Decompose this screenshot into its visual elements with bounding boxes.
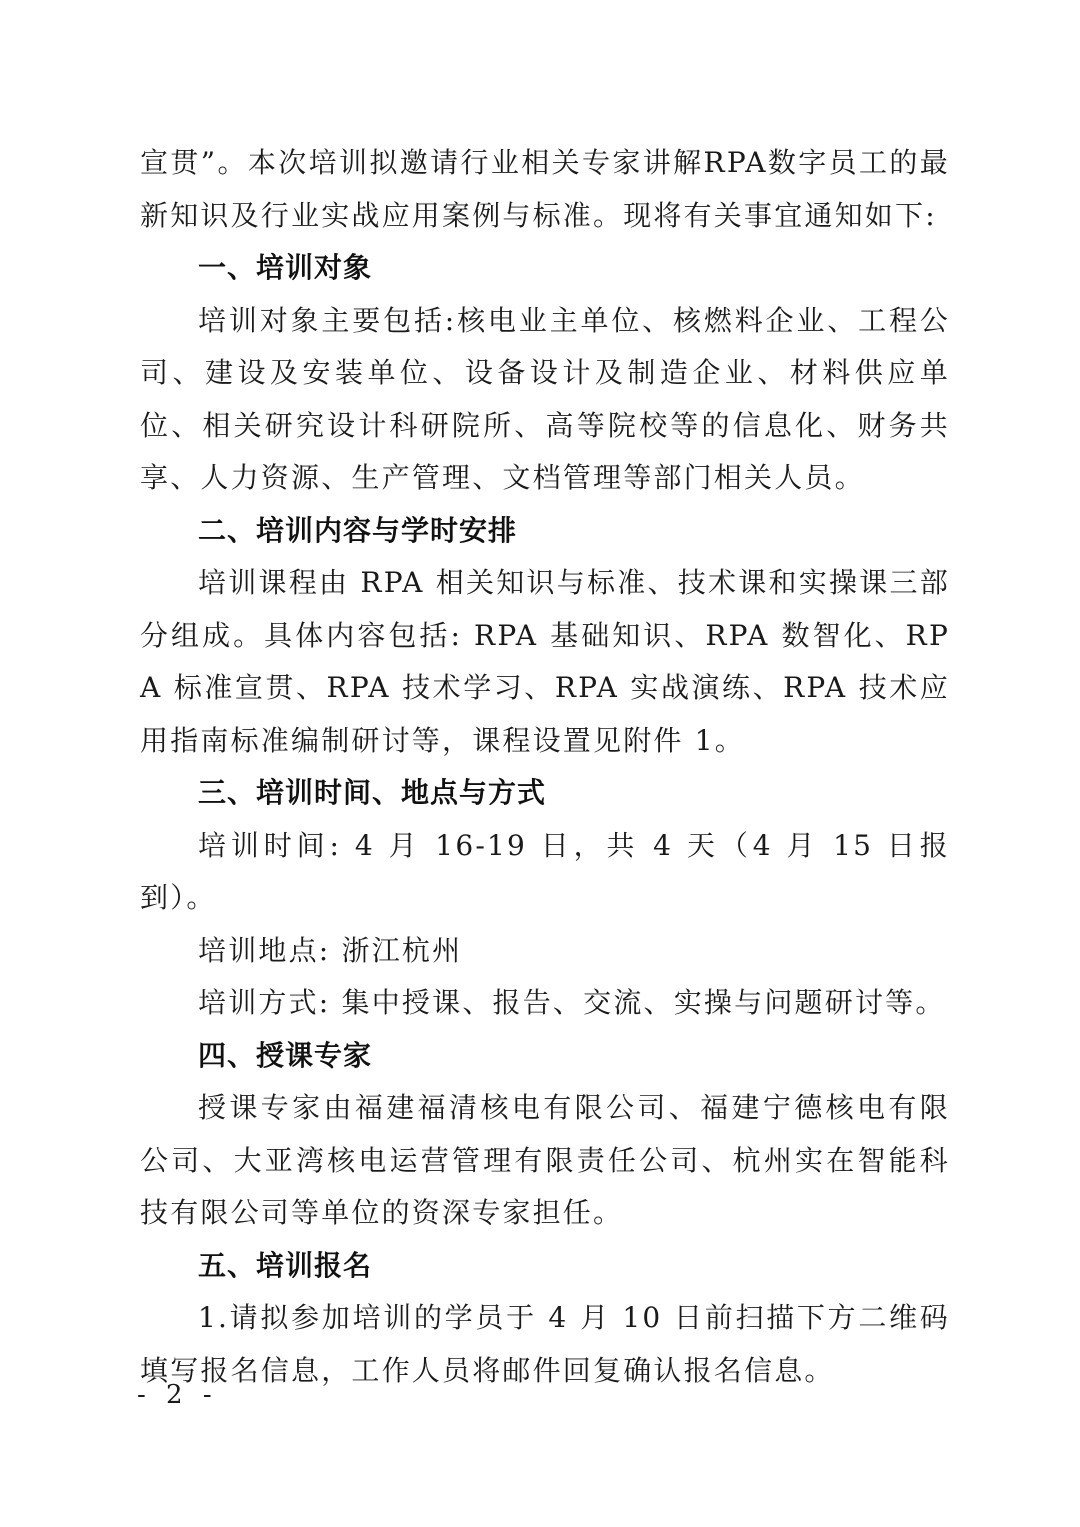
body-paragraph-training-content: 培训课程由 RPA 相关知识与标准、技术课和实操课三部分组成。具体内容包括: RPA 基础知识、RPA 数智化、RPA 标准宣贯、RPA 技术学习、RPA 实战演练、RPA 技术应用指南标准编制研讨等，课程设置见附件 1。 (140, 566, 950, 757)
section-heading-4: 四、授课专家 (198, 1038, 373, 1072)
body-paragraph-registration: 1.请拟参加培训的学员于 4 月 10 日前扫描下方二维码填写报名信息，工作人员将邮件回复确认报名信息。 (140, 1301, 950, 1387)
section-heading-2: 二、培训内容与学时安排 (198, 513, 518, 547)
body-paragraph-training-targets: 培训对象主要包括:核电业主单位、核燃料企业、工程公司、建设及安装单位、设备设计及制造企业、材料供应单位、相关研究设计科研院所、高等院校等的信息化、财务共享、人力资源、生产管理、文档管理等部门相关人员。 (140, 303, 950, 494)
body-paragraph-training-location: 培训地点: 浙江杭州 (198, 933, 463, 967)
body-paragraph-training-time: 培训时间: 4 月 16-19 日，共 4 天（4 月 15 日报到）。 (140, 828, 950, 914)
document-body (140, 137, 950, 1397)
section-heading-1: 一、培训对象 (198, 251, 373, 284)
body-paragraph-training-method: 培训方式: 集中授课、报告、交流、实操与问题研讨等。 (198, 986, 946, 1019)
section-heading-3: 三、培训时间、地点与方式 (198, 776, 547, 809)
page-number: - 2 - (137, 1380, 218, 1410)
section-heading-5: 五、培训报名 (198, 1248, 373, 1282)
body-paragraph-experts: 授课专家由福建福清核电有限公司、福建宁德核电有限公司、大亚湾核电运营管理有限责任公司、杭州实在智能科技有限公司等单位的资深专家担任。 (140, 1091, 950, 1229)
body-paragraph-intro: 宣贯”。本次培训拟邀请行业相关专家讲解RPA数字员工的最新知识及行业实战应用案例与标准。现将有关事宜通知如下: (140, 146, 950, 232)
